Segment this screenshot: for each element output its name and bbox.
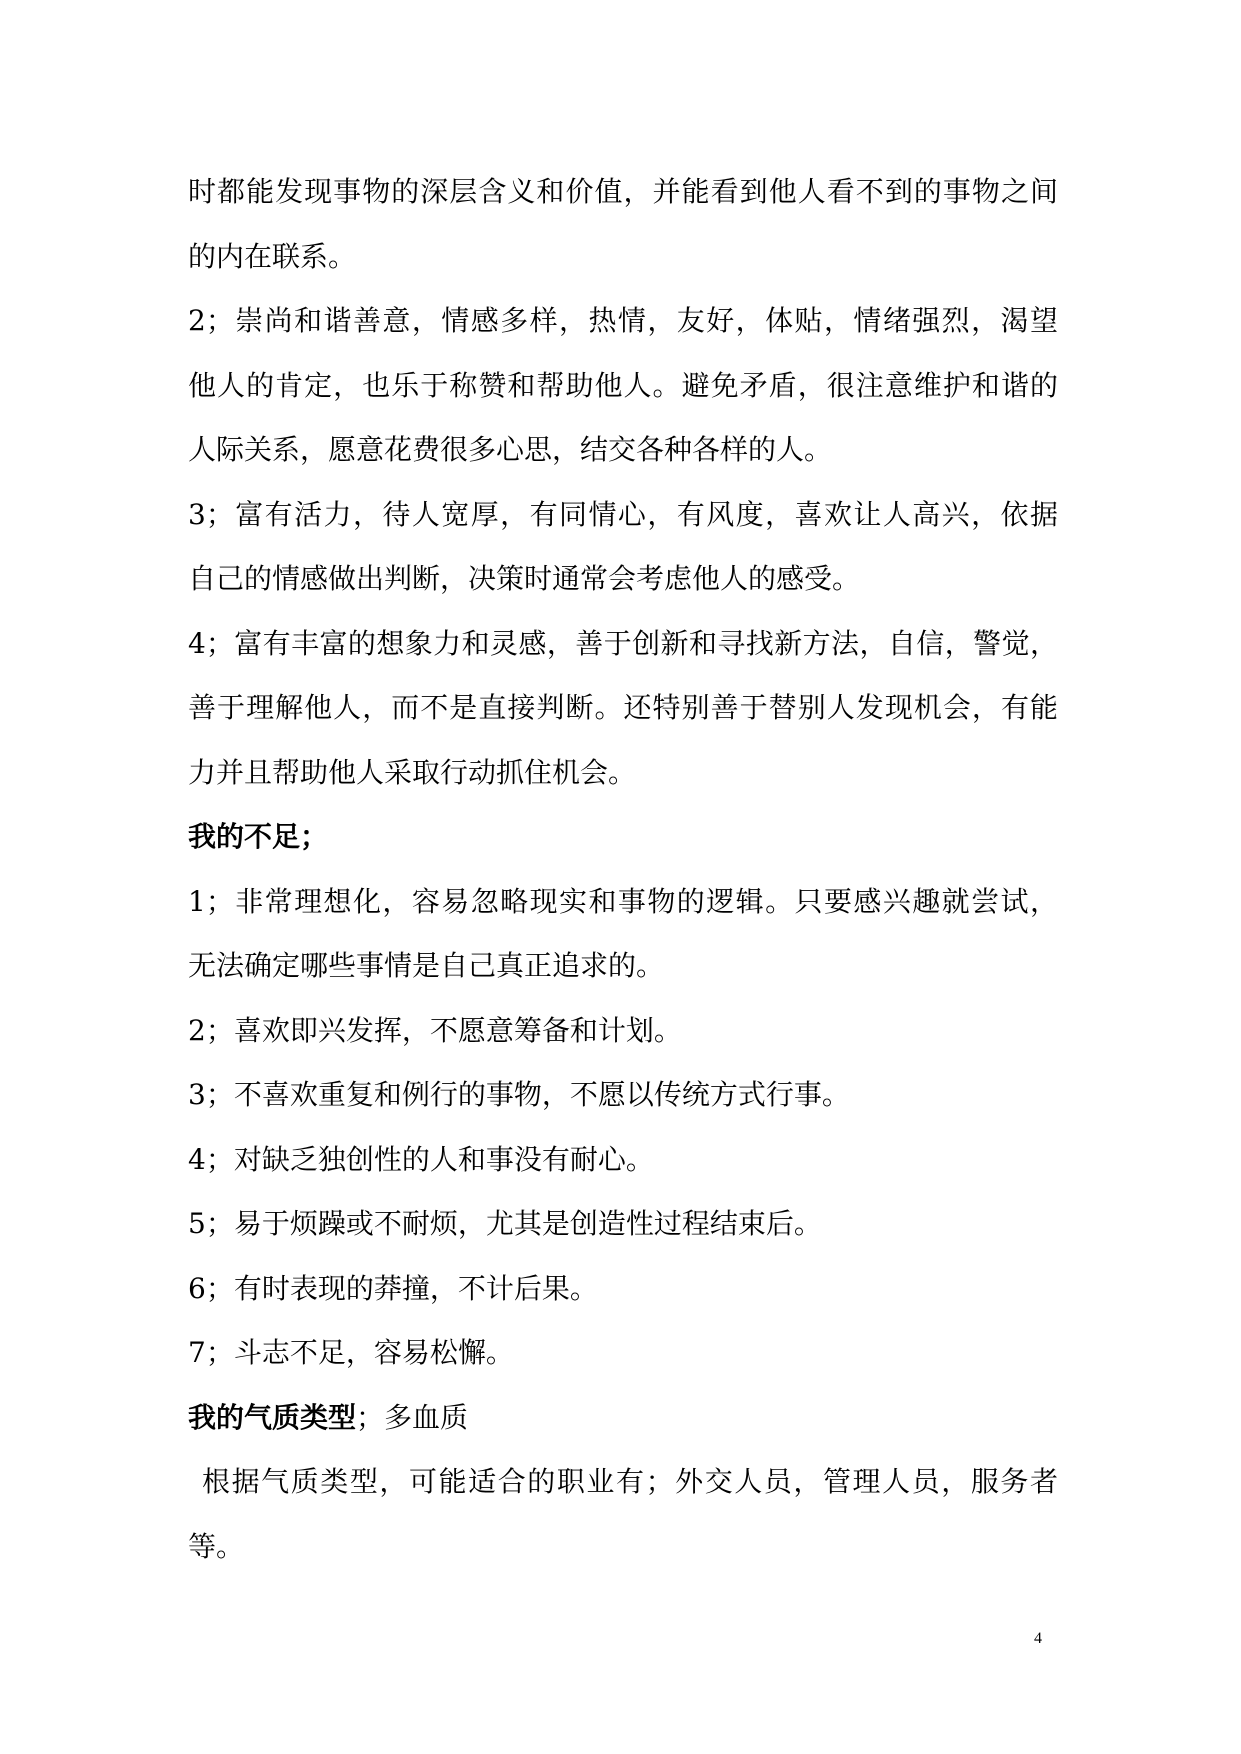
shortcoming-item: 2；喜欢即兴发挥，不愿意筹备和计划。 (188, 1013, 682, 1047)
shortcoming-item: 无法确定哪些事情是自己真正追求的。 (188, 949, 665, 982)
shortcoming-item: 1；非常理想化，容易忽略现实和事物的逻辑。只要感兴趣就尝试， (188, 884, 1058, 918)
page-number: 4 (1034, 1630, 1042, 1647)
text-line: 4；富有丰富的想象力和灵感，善于创新和寻找新方法，自信，警觉， (188, 626, 1058, 660)
text-line: 的内在联系。 (188, 239, 357, 273)
shortcoming-item: 5；易于烦躁或不耐烦，尤其是创造性过程结束后。 (188, 1207, 822, 1240)
shortcoming-item: 6；有时表现的莽撞，不计后果。 (188, 1271, 598, 1305)
shortcoming-item: 4；对缺乏独创性的人和事没有耐心。 (188, 1142, 654, 1176)
text-line: 他人的肯定，也乐于称赞和帮助他人。避免矛盾，很注意维护和谐的 (188, 368, 1058, 402)
text-line: 善于理解他人，而不是直接判断。还特别善于替别人发现机会，有能 (188, 691, 1058, 724)
document-body (188, 160, 1058, 1579)
shortcoming-item: 7；斗志不足，容易松懈。 (188, 1336, 514, 1369)
text-line: 力并且帮助他人采取行动抓住机会。 (188, 755, 637, 789)
text-line: 人际关系，愿意花费很多心思，结交各种各样的人。 (188, 433, 833, 466)
shortcoming-item: 3；不喜欢重复和例行的事物，不愿以传统方式行事。 (188, 1078, 850, 1111)
careers-line: 等。 (188, 1529, 245, 1563)
careers-line: 根据气质类型，可能适合的职业有；外交人员，管理人员，服务者 (202, 1465, 1058, 1498)
shortcomings-heading: 我的不足； (188, 820, 329, 853)
text-line: 3；富有活力，待人宽厚，有同情心，有风度，喜欢让人高兴，依据 (188, 497, 1058, 531)
text-line: 时都能发现事物的深层含义和价值，并能看到他人看不到的事物之间 (188, 175, 1058, 208)
temperament-value: ；多血质 (356, 1400, 469, 1434)
text-line: 2；崇尚和谐善意，情感多样，热情，友好，体贴，情绪强烈，渴望 (188, 304, 1058, 337)
text-line: 自己的情感做出判断，决策时通常会考虑他人的感受。 (188, 562, 861, 595)
temperament-label: 我的气质类型 (188, 1400, 357, 1434)
temperament-line (188, 1386, 1058, 1451)
